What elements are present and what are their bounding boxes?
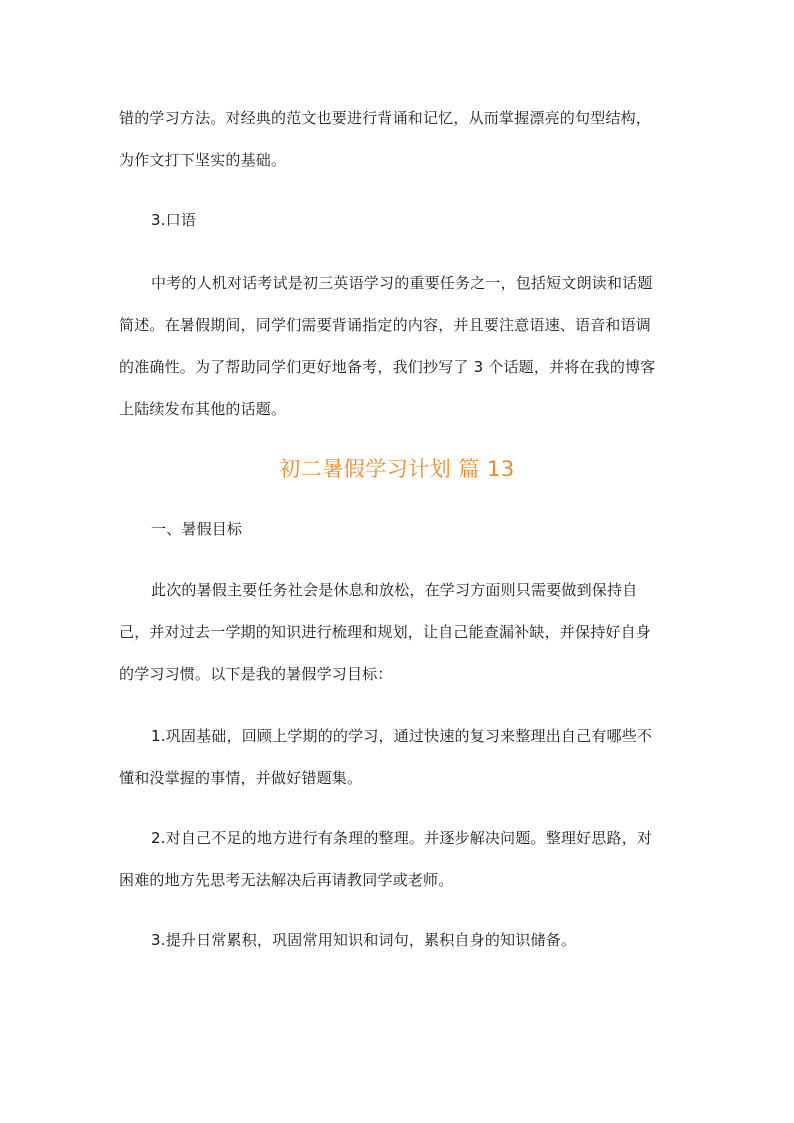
text-line: 简述。在暑假期间，同学们需要背诵指定的内容，并且要注意语速、语音和语调 xyxy=(119,316,652,334)
text-line: 困难的地方先思考无法解决后再请教同学或老师。 xyxy=(119,871,454,889)
text-line: 的学习习惯。以下是我的暑假学习目标： xyxy=(119,665,393,683)
paragraph-goals xyxy=(119,569,679,695)
text-line: 上陆续发布其他的话题。 xyxy=(119,400,287,418)
text-line: 此次的暑假主要任务社会是休息和放松，在学习方面则只需要做到保持自 xyxy=(151,581,638,599)
text-line: 己，并对过去一学期的知识进行梳理和规划，让自己能查漏补缺，并保持好自身 xyxy=(119,623,652,641)
goal-item-2 xyxy=(119,817,679,901)
text-line: 为作文打下坚实的基础。 xyxy=(119,151,287,169)
text-line: 2.对自己不足的地方进行有条理的整理。并逐步解决问题。整理好思路，对 xyxy=(151,829,653,847)
paragraph-oral xyxy=(119,262,679,430)
paragraph-previous xyxy=(119,97,679,181)
section-title: 初二暑假学习计划 篇 13 xyxy=(279,457,515,481)
text-line: 的准确性。为了帮助同学们更好地备考，我们抄写了 3 个话题，并将在我的博客 xyxy=(119,358,656,376)
goal-item-3 xyxy=(119,919,679,961)
goal-item-1 xyxy=(119,715,679,799)
subheading-text: 一、暑假目标 xyxy=(151,520,243,538)
text-line: 错的学习方法。对经典的范文也要进行背诵和记忆，从而掌握漂亮的句型结构， xyxy=(119,109,652,127)
text-line: 1.巩固基础，回顾上学期的的学习，通过快速的复习来整理出自己有哪些不 xyxy=(151,727,653,745)
text-line: 中考的人机对话考试是初三英语学习的重要任务之一，包括短文朗读和话题 xyxy=(151,274,653,292)
item-oral-label: 3.口语 xyxy=(151,211,197,229)
text-line: 3.提升日常累积，巩固常用知识和词句，累积自身的知识储备。 xyxy=(151,931,577,949)
item-oral xyxy=(119,199,679,241)
subheading-goals xyxy=(119,508,679,550)
text-line: 懂和没掌握的事情，并做好错题集。 xyxy=(119,769,363,787)
